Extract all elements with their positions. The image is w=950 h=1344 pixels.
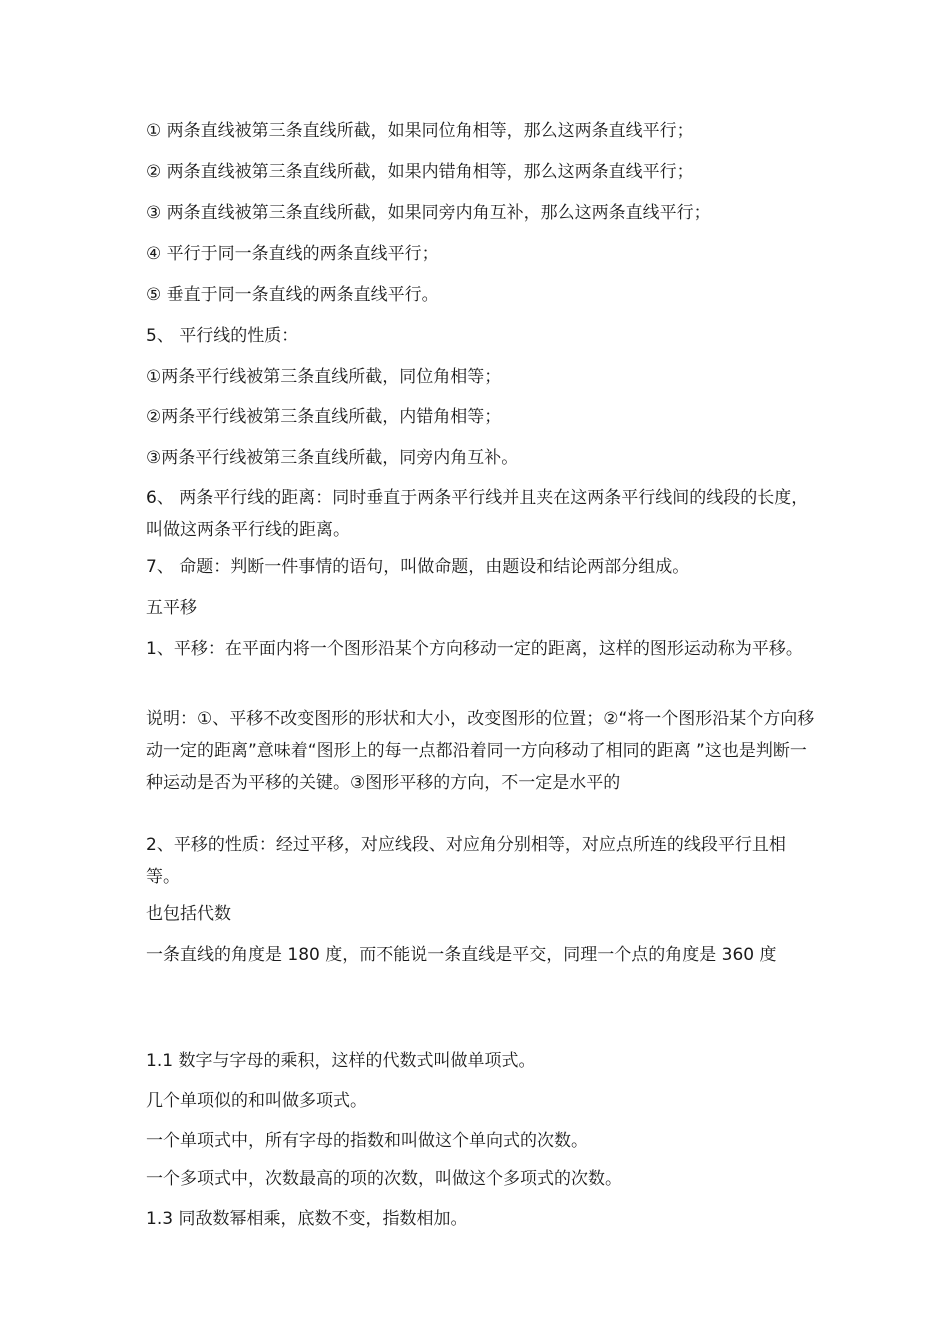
paragraph-translation-notes: 说明：①、平移不改变图形的形状和大小，改变图形的位置；②“将一个图形沿某个方向移动一定的距离”意味着“图形上的每一点都沿着同一方向移动了相同的距离 ”这也是判断一种运动是否为平移的关键。③图形平移的方向，不一定是水平的 (146, 709, 815, 793)
paragraph-proposition: 7、 命题：判断一件事情的语句，叫做命题，由题设和结论两部分组成。 (146, 557, 690, 577)
paragraph-criterion-5: ⑤ 垂直于同一条直线的两条直线平行。 (146, 285, 439, 305)
paragraph-power-rule: 1.3 同敌数幂相乘，底数不变，指数相加。 (146, 1209, 468, 1229)
paragraph-criterion-1: ① 两条直线被第三条直线所截，如果同位角相等，那么这两条直线平行； (146, 121, 694, 141)
paragraph-criterion-2: ② 两条直线被第三条直线所截，如果内错角相等，那么这两条直线平行； (146, 162, 694, 182)
paragraph-property-2: ②两条平行线被第三条直线所截，内错角相等； (146, 407, 502, 427)
paragraph-monomial: 1.1 数字与字母的乘积，这样的代数式叫做单项式。 (146, 1051, 536, 1071)
paragraph-translation-props: 2、平移的性质：经过平移，对应线段、对应角分别相等，对应点所连的线段平行且相等。 (146, 835, 786, 887)
paragraph-monomial-degree: 一个单项式中，所有字母的指数和叫做这个单向式的次数。 (146, 1131, 588, 1151)
paragraph-criterion-3: ③ 两条直线被第三条直线所截，如果同旁内角互补，那么这两条直线平行； (146, 203, 711, 223)
section-title-translation: 五平移 (146, 598, 197, 618)
paragraph-algebra-note: 也包括代数 (146, 904, 231, 924)
paragraph-translation-def: 1、平移：在平面内将一个图形沿某个方向移动一定的距离，这样的图形运动称为平移。 (146, 639, 803, 659)
paragraph-angle-note: 一条直线的角度是 180 度，而不能说一条直线是平交，同理一个点的角度是 360 度 (146, 945, 777, 965)
paragraph-criterion-4: ④ 平行于同一条直线的两条直线平行； (146, 244, 439, 264)
paragraph-heading-5: 5、 平行线的性质： (146, 326, 299, 346)
paragraph-distance: 6、 两条平行线的距离：同时垂直于两条平行线并且夹在这两条平行线间的线段的长度，叫做这两条平行线的距离。 (146, 488, 809, 540)
paragraph-polynomial: 几个单项似的和叫做多项式。 (146, 1091, 367, 1111)
paragraph-polynomial-degree: 一个多项式中，次数最高的项的次数，叫做这个多项式的次数。 (146, 1169, 622, 1189)
paragraph-property-1: ①两条平行线被第三条直线所截，同位角相等； (146, 367, 502, 387)
paragraph-property-3: ③两条平行线被第三条直线所截，同旁内角互补。 (146, 448, 519, 468)
